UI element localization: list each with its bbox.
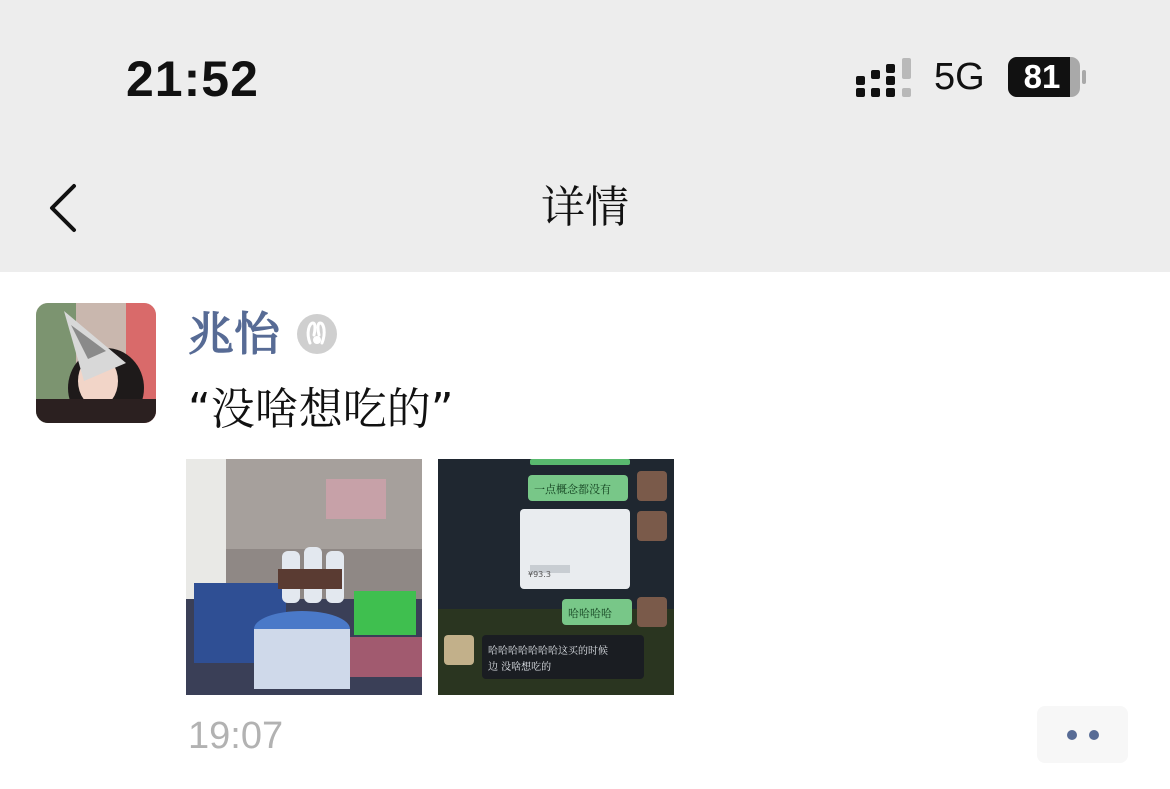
chat-bubble-text: 一点概念都没有 xyxy=(534,483,611,496)
network-type: 5G xyxy=(934,56,985,98)
status-time: 21:52 xyxy=(126,51,259,107)
post-photo[interactable] xyxy=(186,459,422,695)
post-author[interactable]: 兆怡 xyxy=(188,307,280,361)
snacks-photo xyxy=(186,459,422,695)
chat-bubble-text: 哈哈哈哈 xyxy=(568,607,612,620)
post-time: 19:07 xyxy=(188,715,284,757)
post-text: “没啥想吃的” xyxy=(188,384,454,435)
avatar[interactable] xyxy=(36,303,156,423)
page-title: 详情 xyxy=(541,182,629,233)
more-dots-icon xyxy=(1037,706,1128,763)
avatar-image xyxy=(36,303,156,423)
chat-screenshot-photo xyxy=(438,459,674,695)
chat-bubble-text: 边 没啥想吃的 xyxy=(488,662,552,673)
chat-bubble-text: 哈哈哈哈哈哈哈这买的时候 xyxy=(488,646,608,657)
battery-level: 81 xyxy=(1023,58,1061,95)
chat-card-amount: ¥93.3 xyxy=(528,570,551,579)
more-button[interactable] xyxy=(1037,706,1128,763)
post-photo[interactable] xyxy=(438,459,674,695)
rabbit-badge-icon xyxy=(296,313,338,355)
signal-icon xyxy=(856,56,916,98)
